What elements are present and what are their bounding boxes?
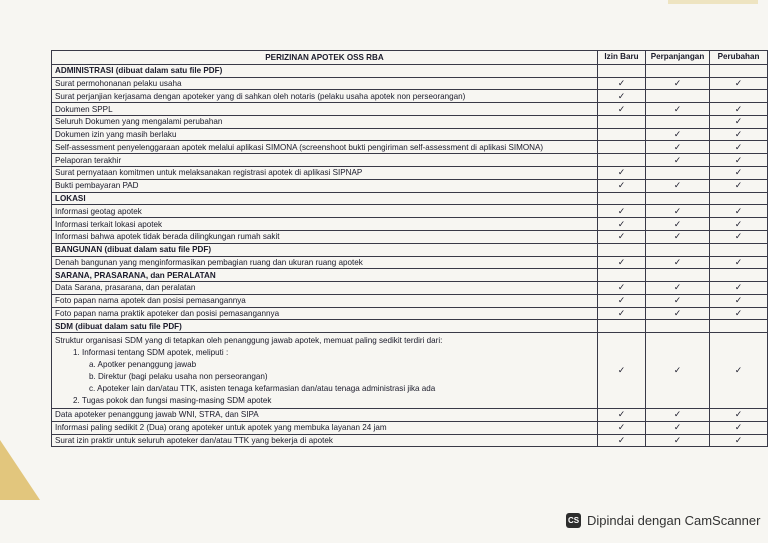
table-row [52, 256, 768, 269]
check-perpanjangan: ✓ [646, 218, 710, 231]
check-perubahan: ✓ [710, 128, 768, 141]
requirement-text: Informasi paling sedikit 2 (Dua) orang apoteker untuk apotek yang membuka layanan 24 jam [52, 421, 598, 434]
requirement-text: Foto papan nama praktik apoteker dan posisi pemasangannya [52, 307, 598, 320]
check-perpanjangan: ✓ [646, 256, 710, 269]
check-perpanjangan [646, 167, 710, 180]
check-izin-baru [598, 269, 646, 282]
check-perubahan: ✓ [710, 141, 768, 154]
check-perpanjangan [646, 64, 710, 77]
table-row [52, 421, 768, 434]
check-perpanjangan: ✓ [646, 434, 710, 447]
requirement-text: Data Sarana, prasarana, dan peralatan [52, 282, 598, 295]
check-perubahan: ✓ [710, 167, 768, 180]
table-row [52, 179, 768, 192]
requirement-text: Informasi bahwa apotek tidak berada dilingkungan rumah sakit [52, 230, 598, 243]
check-perpanjangan: ✓ [646, 77, 710, 90]
check-izin-baru: ✓ [598, 256, 646, 269]
table-row [52, 408, 768, 421]
check-perubahan: ✓ [710, 205, 768, 218]
check-perubahan: ✓ [710, 179, 768, 192]
check-izin-baru [598, 243, 646, 256]
check-izin-baru: ✓ [598, 167, 646, 180]
requirement-text: Dokumen izin yang masih berlaku [52, 128, 598, 141]
check-izin-baru: ✓ [598, 90, 646, 103]
table-row [52, 205, 768, 218]
check-izin-baru [598, 64, 646, 77]
check-izin-baru [598, 141, 646, 154]
check-perpanjangan: ✓ [646, 205, 710, 218]
table-row [52, 307, 768, 320]
check-izin-baru: ✓ [598, 294, 646, 307]
sdm-item-2: 2. Tugas pokok dan fungsi masing-masing SDM apotek [73, 395, 272, 405]
check-izin-baru [598, 154, 646, 167]
table-row [52, 141, 768, 154]
table-row [52, 77, 768, 90]
table-row [52, 154, 768, 167]
check-perubahan: ✓ [710, 218, 768, 231]
camscanner-watermark [566, 513, 760, 528]
check-izin-baru: ✓ [598, 408, 646, 421]
check-perpanjangan [646, 320, 710, 333]
section-heading: LOKASI [52, 192, 598, 205]
check-perpanjangan [646, 90, 710, 103]
check-izin-baru [598, 320, 646, 333]
requirement-text: Bukti pembayaran PAD [52, 179, 598, 192]
section-heading: BANGUNAN (dibuat dalam satu file PDF) [52, 243, 598, 256]
sdm-item-1: 1. Informasi tentang SDM apotek, meliputi : [73, 347, 229, 357]
table-row [52, 434, 768, 447]
requirement-text: Surat permohonanan pelaku usaha [52, 77, 598, 90]
table-row [52, 218, 768, 231]
column-izin-baru: Izin Baru [598, 51, 646, 65]
check-izin-baru [598, 128, 646, 141]
permit-requirements-table [51, 50, 768, 447]
check-perubahan: ✓ [710, 421, 768, 434]
check-perubahan [710, 64, 768, 77]
requirement-text: Pelaporan terakhir [52, 154, 598, 167]
check-perpanjangan [646, 192, 710, 205]
check-perpanjangan: ✓ [646, 294, 710, 307]
check-perubahan [710, 90, 768, 103]
check-izin-baru: ✓ [598, 282, 646, 295]
table-row [52, 128, 768, 141]
requirement-text: Informasi terkait lokasi apotek [52, 218, 598, 231]
sdm-item-1c: c. Apoteker lain dan/atau TTK, asisten tenaga kefarmasian dan/atau tenaga administrasi jika ada [89, 383, 436, 393]
check-perpanjangan: ✓ [646, 230, 710, 243]
requirement-text: Informasi geotag apotek [52, 205, 598, 218]
check-perubahan: ✓ [710, 434, 768, 447]
section-row [52, 192, 768, 205]
check-perubahan: ✓ [710, 294, 768, 307]
check-perubahan [710, 320, 768, 333]
sdm-structure-block [52, 333, 768, 409]
column-perubahan: Perubahan [710, 51, 768, 65]
check-izin-baru: ✓ [598, 103, 646, 116]
check-perubahan: ✓ [710, 154, 768, 167]
table-row [52, 103, 768, 116]
section-row [52, 269, 768, 282]
check-perubahan: ✓ [710, 333, 768, 409]
requirement-text: Data apoteker penanggung jawab WNI, STRA, dan SIPA [52, 408, 598, 421]
check-izin-baru: ✓ [598, 205, 646, 218]
section-row [52, 320, 768, 333]
check-perubahan [710, 192, 768, 205]
watermark-text: Dipindai dengan CamScanner [587, 513, 761, 528]
check-perpanjangan: ✓ [646, 154, 710, 167]
check-izin-baru: ✓ [598, 77, 646, 90]
requirement-text: Denah bangunan yang menginformasikan pembagian ruang dan ukuran ruang apotek [52, 256, 598, 269]
check-perpanjangan: ✓ [646, 103, 710, 116]
check-perpanjangan [646, 115, 710, 128]
paper-fold-corner [0, 440, 40, 500]
check-izin-baru: ✓ [598, 230, 646, 243]
table-row [52, 167, 768, 180]
check-perpanjangan: ✓ [646, 128, 710, 141]
check-izin-baru [598, 192, 646, 205]
requirement-text: Surat pernyataan komitmen untuk melaksanakan registrasi apotek di aplikasi SIPNAP [52, 167, 598, 180]
table-title: PERIZINAN APOTEK OSS RBA [52, 51, 598, 65]
sdm-structure-cell [52, 333, 598, 409]
check-izin-baru: ✓ [598, 421, 646, 434]
sdm-item-1a: a. Apotker penanggung jawab [89, 359, 197, 369]
check-perubahan: ✓ [710, 307, 768, 320]
check-izin-baru: ✓ [598, 333, 646, 409]
check-perubahan: ✓ [710, 282, 768, 295]
sdm-item-1b: b. Direktur (bagi pelaku usaha non perseorangan) [89, 371, 268, 381]
check-perpanjangan [646, 269, 710, 282]
check-izin-baru: ✓ [598, 179, 646, 192]
check-izin-baru: ✓ [598, 434, 646, 447]
table-body-tail [52, 408, 768, 446]
check-izin-baru: ✓ [598, 307, 646, 320]
sdm-intro: Struktur organisasi SDM yang di tetapkan oleh penanggung jawab apotek, memuat paling sedikit terdiri dari: [55, 335, 443, 345]
column-perpanjangan: Perpanjangan [646, 51, 710, 65]
section-heading: ADMINISTRASI (dibuat dalam satu file PDF) [52, 64, 598, 77]
check-perpanjangan [646, 243, 710, 256]
requirement-text: Surat perjanjian kerjasama dengan apoteker yang di sahkan oleh notaris (pelaku usaha apotek non perseorangan) [52, 90, 598, 103]
check-izin-baru [598, 115, 646, 128]
requirement-text: Dokumen SPPL [52, 103, 598, 116]
section-row [52, 64, 768, 77]
check-perubahan [710, 269, 768, 282]
table-body-main [52, 64, 768, 332]
check-perubahan: ✓ [710, 408, 768, 421]
section-row [52, 243, 768, 256]
check-perubahan: ✓ [710, 256, 768, 269]
check-perubahan: ✓ [710, 115, 768, 128]
paper-edge-mark [668, 0, 758, 4]
check-perpanjangan: ✓ [646, 333, 710, 409]
table-row [52, 294, 768, 307]
check-perubahan [710, 243, 768, 256]
check-perpanjangan: ✓ [646, 141, 710, 154]
check-perpanjangan: ✓ [646, 421, 710, 434]
check-perpanjangan: ✓ [646, 282, 710, 295]
requirement-text: Surat izin praktir untuk seluruh apoteker dan/atau TTK yang bekerja di apotek [52, 434, 598, 447]
check-perubahan: ✓ [710, 230, 768, 243]
requirement-text: Seluruh Dokumen yang mengalami perubahan [52, 115, 598, 128]
table-row [52, 230, 768, 243]
check-perpanjangan: ✓ [646, 408, 710, 421]
section-heading: SDM (dibuat dalam satu file PDF) [52, 320, 598, 333]
table-row [52, 282, 768, 295]
camscanner-logo-icon: CS [566, 513, 581, 528]
section-heading: SARANA, PRASARANA, dan PERALATAN [52, 269, 598, 282]
requirement-text: Self-assessment penyelenggaraan apotek melalui aplikasi SIMONA (screenshoot bukti pengiriman self-assessment di aplikasi SIMONA) [52, 141, 598, 154]
check-perubahan: ✓ [710, 103, 768, 116]
table-row [52, 115, 768, 128]
check-perpanjangan: ✓ [646, 307, 710, 320]
check-perubahan: ✓ [710, 77, 768, 90]
table-row [52, 90, 768, 103]
check-izin-baru: ✓ [598, 218, 646, 231]
check-perpanjangan: ✓ [646, 179, 710, 192]
requirement-text: Foto papan nama apotek dan posisi pemasangannya [52, 294, 598, 307]
